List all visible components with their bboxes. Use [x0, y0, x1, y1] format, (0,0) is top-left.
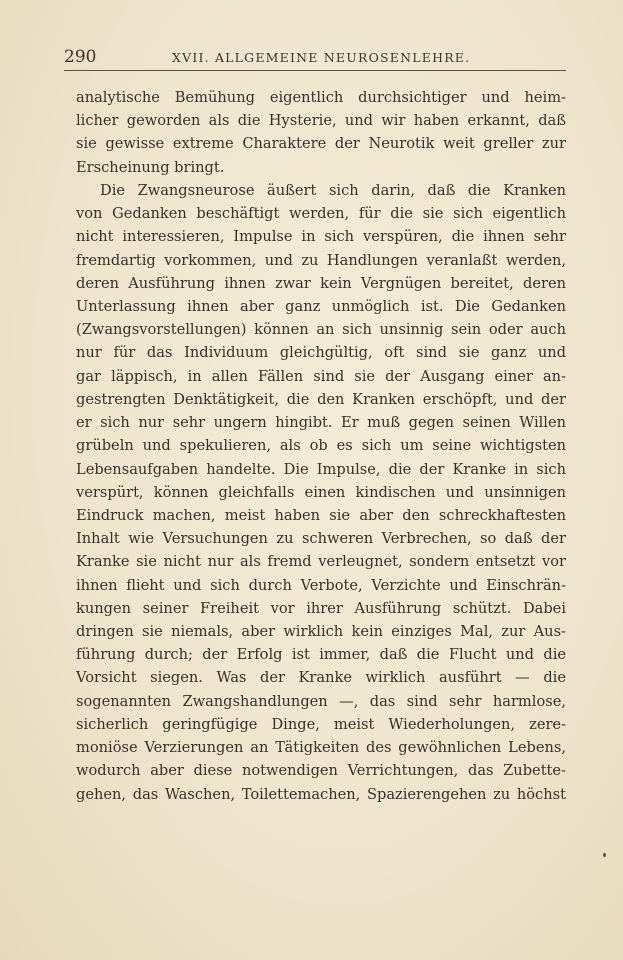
- text-line: Inhalt wie Versuchungen zu schweren Verbrechen, so daß der: [76, 530, 566, 548]
- text-line: wodurch aber diese notwendigen Verrichtungen, das Zubette-: [76, 762, 566, 780]
- page-header: [64, 44, 566, 71]
- text-line: grübeln und spekulieren, als ob es sich um seine wichtigsten: [76, 437, 566, 455]
- text-line: ihnen flieht und sich durch Verbote, Verzichte und Einschrän-: [76, 576, 566, 594]
- text-line: Eindruck machen, meist haben sie aber den schreckhaftesten: [76, 506, 566, 524]
- text-line: Erscheinung bringt.: [76, 158, 225, 176]
- text-line: von Gedanken beschäftigt werden, für die sie sich eigentlich: [76, 205, 566, 223]
- text-line: nur für das Individuum gleichgültig, oft sind sie ganz und: [76, 344, 566, 362]
- text-line: kungen seiner Freiheit vor ihrer Ausführung schützt. Dabei: [76, 599, 566, 617]
- text-line: Vorsicht siegen. Was der Kranke wirklich ausführt — die: [76, 669, 566, 687]
- text-line: nicht interessieren, Impulse in sich verspüren, die ihnen sehr: [76, 228, 566, 246]
- text-line: Unterlassung ihnen aber ganz unmöglich ist. Die Gedanken: [76, 297, 566, 315]
- page-number: 290: [64, 47, 97, 67]
- text-line: verspürt, können gleichfalls einen kindischen und unsinnigen: [76, 483, 566, 501]
- text-line: gestrengten Denktätigkeit, die den Kranken erschöpft, und der: [76, 390, 566, 408]
- text-line: (Zwangsvorstellungen) können an sich unsinnig sein oder auch: [76, 321, 566, 339]
- text-line: fremdartig vorkommen, und zu Handlungen veranlaßt werden,: [76, 251, 566, 269]
- text-line: sogenannten Zwangshandlungen —, das sind sehr harmlose,: [76, 692, 566, 710]
- text-line: gar läppisch, in allen Fällen sind sie der Ausgang einer an-: [76, 367, 566, 385]
- text-line: sicherlich geringfügige Dinge, meist Wiederholungen, zere-: [76, 715, 566, 733]
- text-line: analytische Bemühung eigentlich durchsichtiger und heim-: [76, 89, 566, 106]
- text-line: Kranke sie nicht nur als fremd verleugnet, sondern entsetzt vor: [76, 553, 566, 571]
- paragraph-2: [76, 179, 566, 806]
- text-line: dringen sie niemals, aber wirklich kein einziges Mal, zur Aus-: [76, 623, 566, 641]
- text-line: er sich nur sehr ungern hingibt. Er muß gegen seinen Willen: [76, 414, 566, 432]
- paragraph-1: [76, 86, 566, 179]
- text-line: Die Zwangsneurose äußert sich darin, daß die Kranken: [100, 181, 566, 199]
- text-line: Lebensaufgaben handelte. Die Impulse, die der Kranke in sich: [76, 460, 566, 478]
- body-text: [76, 86, 566, 806]
- text-line: licher geworden als die Hysterie, und wir haben erkannt, daß: [76, 112, 566, 130]
- text-line: gehen, das Waschen, Toilettemachen, Spazierengehen zu höchst: [76, 785, 566, 803]
- text-line: führung durch; der Erfolg ist immer, daß die Flucht und die: [76, 646, 566, 664]
- text-line: sie gewisse extreme Charaktere der Neurotik weit greller zur: [76, 135, 566, 153]
- ink-speck: [603, 853, 606, 857]
- text-line: moniöse Verzierungen an Tätigkeiten des gewöhnlichen Lebens,: [76, 739, 566, 757]
- text-line: deren Ausführung ihnen zwar kein Vergnügen bereitet, deren: [76, 274, 566, 292]
- running-head: XVII. ALLGEMEINE NEUROSENLEHRE.: [172, 50, 471, 65]
